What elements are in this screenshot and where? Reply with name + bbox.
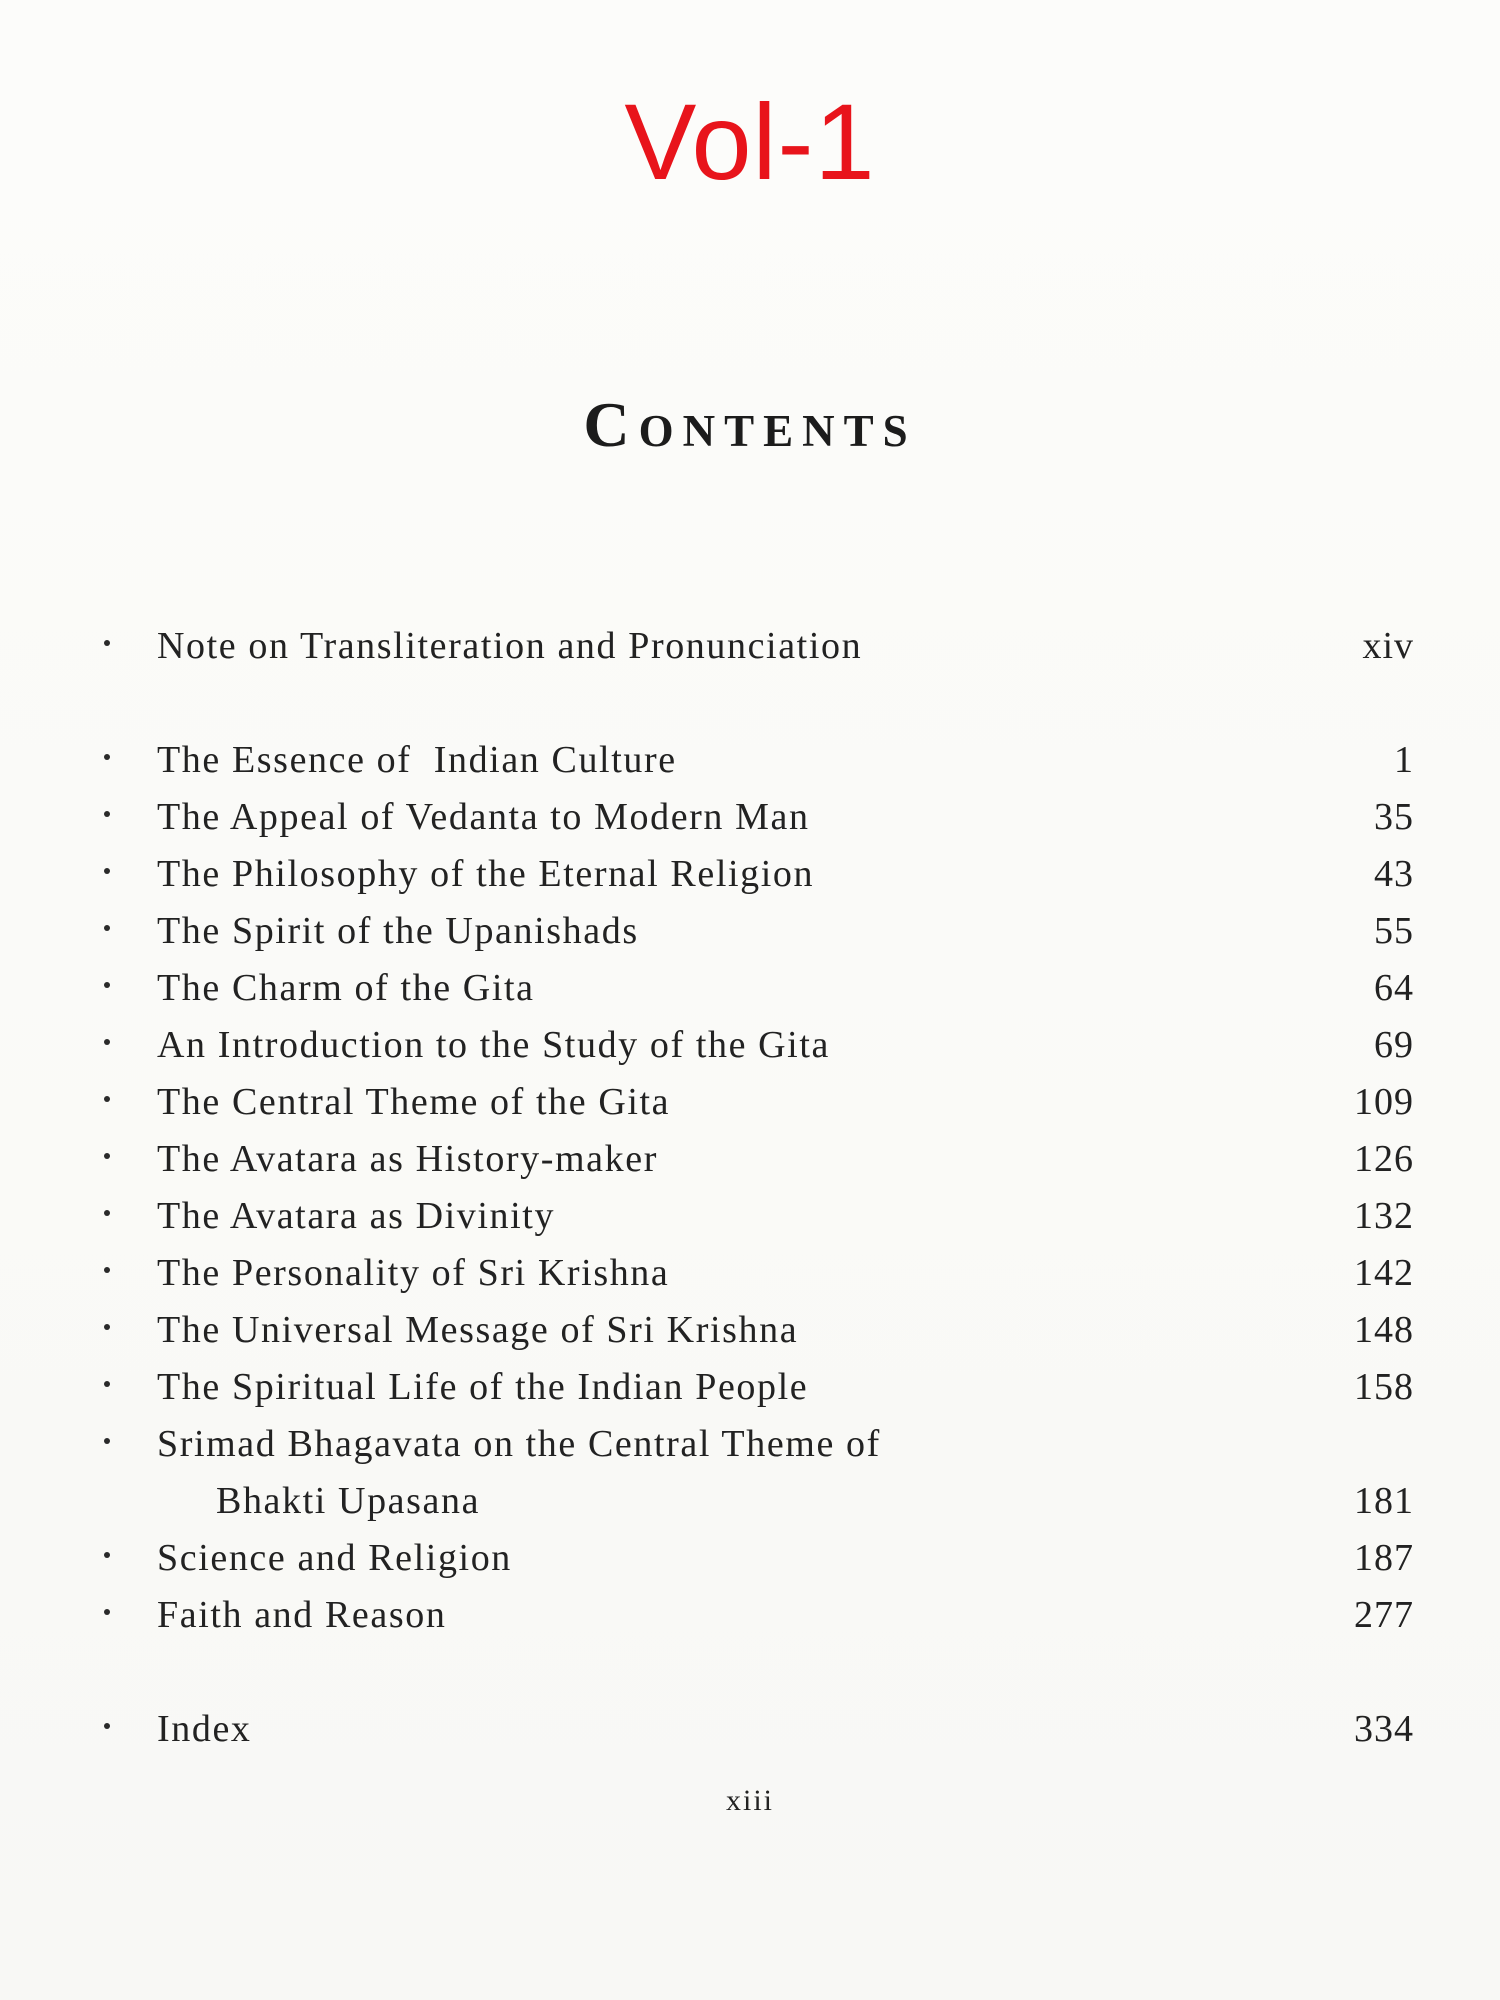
toc-entry-page: 43 <box>1374 853 1414 895</box>
toc-entry-index[interactable] <box>0 1701 1500 1757</box>
toc-entry-title: The Spiritual Life of the Indian People <box>157 1366 809 1408</box>
toc-entry-title: Srimad Bhagavata on the Central Theme of <box>157 1423 881 1465</box>
toc-entry-avatara-history-maker[interactable] <box>0 1131 1500 1187</box>
contents-heading: Contents <box>583 389 917 460</box>
toc-entry-title-continuation: Bhakti Upasana <box>216 1480 481 1522</box>
toc-entry-page: 142 <box>1354 1252 1414 1294</box>
toc-entry-page: 181 <box>1354 1480 1414 1522</box>
toc-entry-charm-of-gita[interactable] <box>0 960 1500 1016</box>
toc-entry-universal-message[interactable] <box>0 1302 1500 1358</box>
bullet-icon <box>104 1609 110 1615</box>
toc-entry-title: Index <box>157 1708 252 1750</box>
toc-entry-page: 1 <box>1394 739 1414 781</box>
toc-entry-title: The Personality of Sri Krishna <box>157 1252 670 1294</box>
bullet-icon <box>104 640 110 646</box>
bullet-icon <box>104 1210 110 1216</box>
volume-label: Vol-1 <box>624 81 876 202</box>
toc-entry-philosophy-of-eternal-religion[interactable] <box>0 846 1500 902</box>
bullet-icon <box>104 1723 110 1729</box>
bullet-icon <box>104 754 110 760</box>
toc-entry-page: 109 <box>1354 1081 1414 1123</box>
toc-entry-title: The Essence of Indian Culture <box>157 739 677 781</box>
toc-entry-page: 64 <box>1374 967 1414 1009</box>
toc-entry-page: 187 <box>1354 1537 1414 1579</box>
bullet-icon <box>104 1267 110 1273</box>
toc-entry-page: 55 <box>1374 910 1414 952</box>
toc-entry-title: Note on Transliteration and Pronunciation <box>157 625 863 667</box>
toc-entry-spiritual-life[interactable] <box>0 1359 1500 1415</box>
toc-entry-page: 69 <box>1374 1024 1414 1066</box>
toc-entry-title: The Appeal of Vedanta to Modern Man <box>157 796 810 838</box>
bullet-icon <box>104 1153 110 1159</box>
toc-entry-title: An Introduction to the Study of the Gita <box>157 1024 830 1066</box>
toc-entry-introduction-to-gita[interactable] <box>0 1017 1500 1073</box>
toc-entry-spirit-of-upanishads[interactable] <box>0 903 1500 959</box>
bullet-icon <box>104 982 110 988</box>
toc-entry-title: The Avatara as Divinity <box>157 1195 556 1237</box>
toc-entry-faith-and-reason[interactable] <box>0 1587 1500 1643</box>
toc-entry-appeal-of-vedanta[interactable] <box>0 789 1500 845</box>
toc-entry-srimad-bhagavata-continued[interactable] <box>0 1473 1500 1529</box>
toc-entry-page: 132 <box>1354 1195 1414 1237</box>
toc-entry-title: The Philosophy of the Eternal Religion <box>157 853 815 895</box>
toc-entry-note-on-transliteration[interactable] <box>0 618 1500 674</box>
toc-entry-title: Faith and Reason <box>157 1594 447 1636</box>
toc-entry-page: 334 <box>1354 1708 1414 1750</box>
bullet-icon <box>104 1381 110 1387</box>
toc-entry-title: Science and Religion <box>157 1537 512 1579</box>
toc-entry-page: 148 <box>1354 1309 1414 1351</box>
toc-entry-page: 126 <box>1354 1138 1414 1180</box>
bullet-icon <box>104 1039 110 1045</box>
bullet-icon <box>104 1438 110 1444</box>
toc-entry-page: 277 <box>1354 1594 1414 1636</box>
toc-entry-srimad-bhagavata[interactable] <box>0 1416 1500 1472</box>
toc-entry-page: 35 <box>1374 796 1414 838</box>
bullet-icon <box>104 1096 110 1102</box>
toc-entry-central-theme-of-gita[interactable] <box>0 1074 1500 1130</box>
toc-entry-page: xiv <box>1362 625 1414 667</box>
bullet-icon <box>104 1324 110 1330</box>
toc-entry-avatara-divinity[interactable] <box>0 1188 1500 1244</box>
toc-entry-essence-of-indian-culture[interactable] <box>0 732 1500 788</box>
toc-entry-personality-of-sri-krishna[interactable] <box>0 1245 1500 1301</box>
toc-entry-science-and-religion[interactable] <box>0 1530 1500 1586</box>
toc-entry-title: The Spirit of the Upanishads <box>157 910 639 952</box>
toc-entry-page: 158 <box>1354 1366 1414 1408</box>
toc-entry-title: The Avatara as History-maker <box>157 1138 658 1180</box>
toc-entry-title: The Central Theme of the Gita <box>157 1081 671 1123</box>
toc-entry-title: The Universal Message of Sri Krishna <box>157 1309 799 1351</box>
bullet-icon <box>104 868 110 874</box>
toc-entry-title: The Charm of the Gita <box>157 967 535 1009</box>
page-number-folio: xiii <box>725 1784 774 1817</box>
bullet-icon <box>104 811 110 817</box>
bullet-icon <box>104 925 110 931</box>
bullet-icon <box>104 1552 110 1558</box>
